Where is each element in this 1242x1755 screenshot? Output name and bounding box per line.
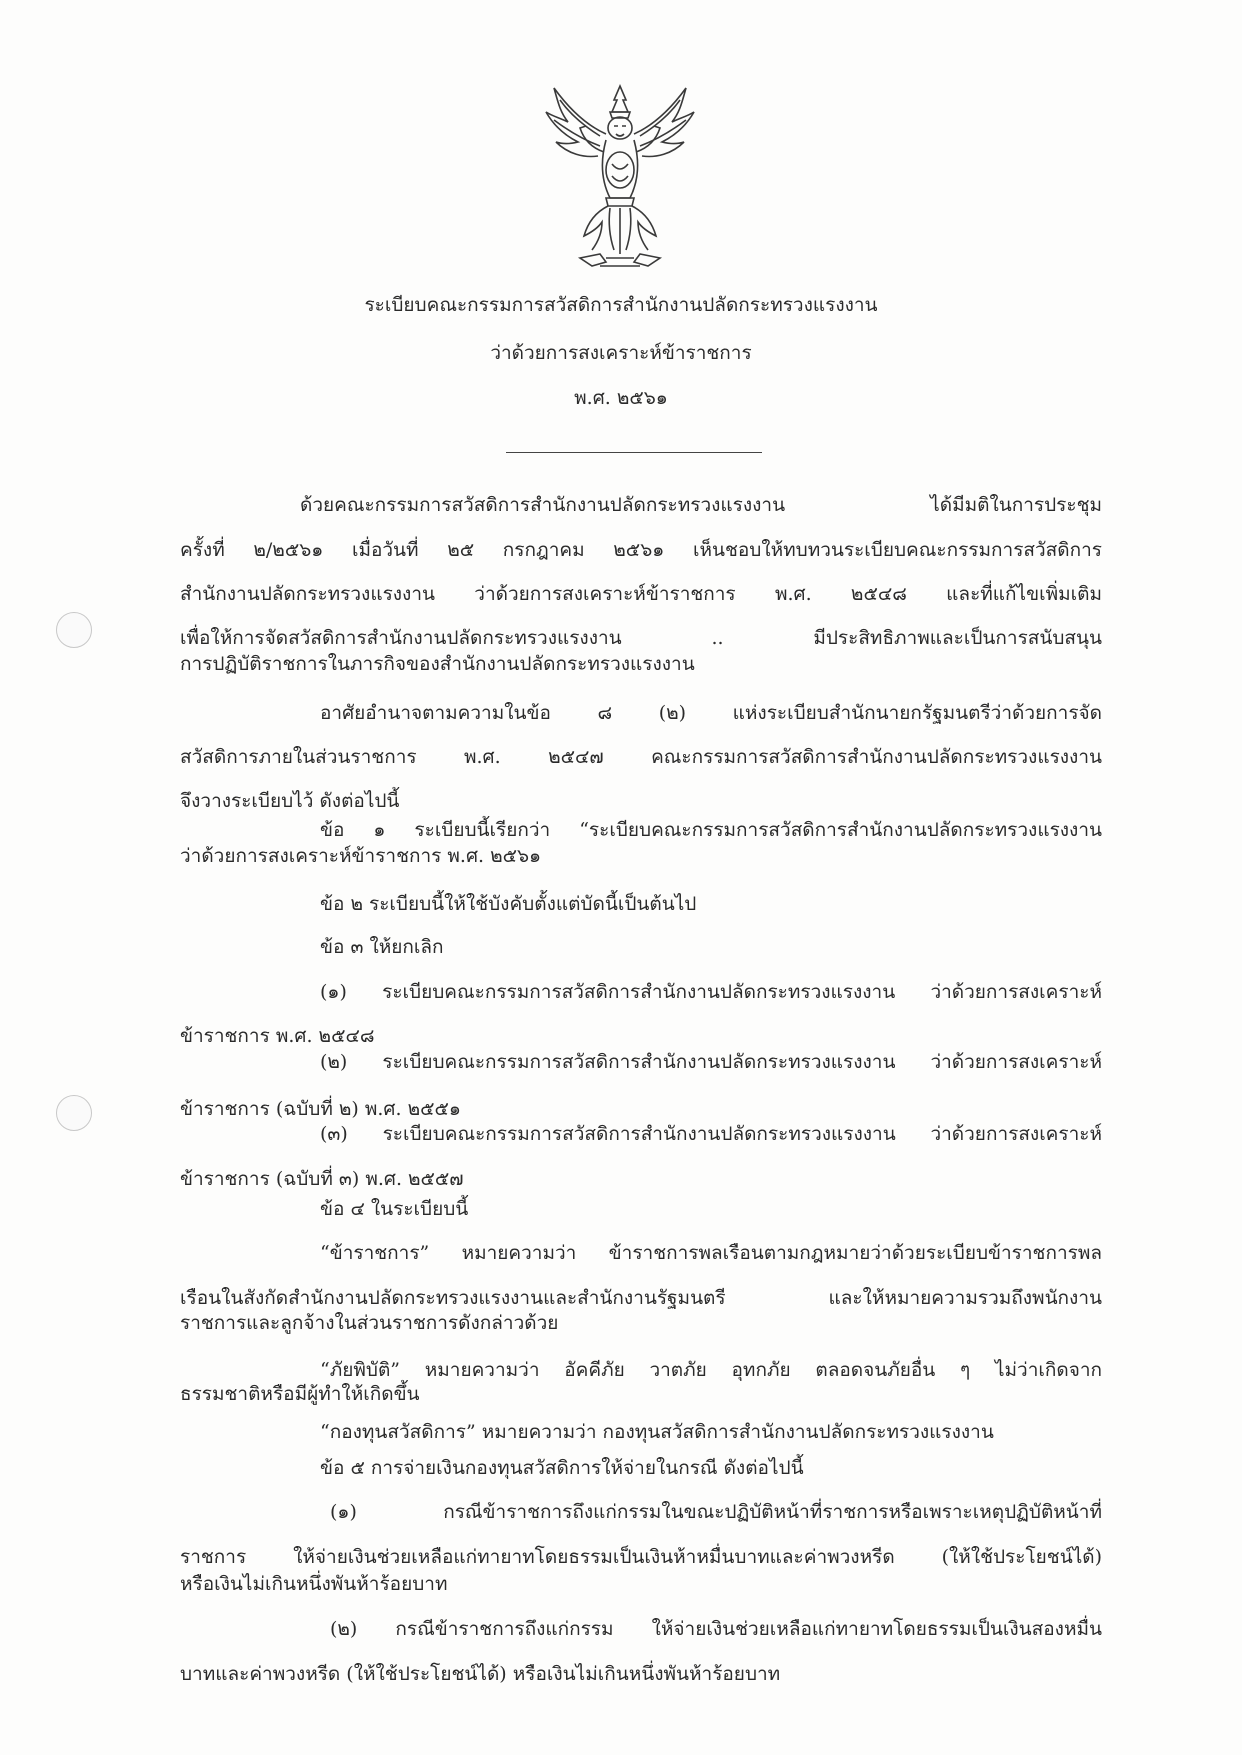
definition-line: “ข้าราชการ” หมายความว่า ข้าราชการพลเรือนตามกฎหมายว่าด้วยระเบียบข้าราชการพล	[320, 1242, 1102, 1264]
document-title: ระเบียบคณะกรรมการสวัสดิการสำนักงานปลัดกระทรวงแรงงาน	[364, 294, 878, 316]
garuda-emblem-icon	[540, 82, 700, 272]
definition-line: ธรรมชาติหรือมีผู้ทำให้เกิดขึ้น	[180, 1383, 420, 1405]
punch-hole	[56, 1095, 92, 1131]
clause-line: ข้อ ๔ ในระเบียบนี้	[320, 1198, 469, 1220]
clause-line: ว่าด้วยการสงเคราะห์ข้าราชการ พ.ศ. ๒๕๖๑	[180, 845, 542, 867]
definition-line: “กองทุนสวัสดิการ” หมายความว่า กองทุนสวัสดิการสำนักงานปลัดกระทรวงแรงงาน	[320, 1421, 994, 1443]
clause-line: ข้อ ๕ การจ่ายเงินกองทุนสวัสดิการให้จ่ายในกรณี ดังต่อไปนี้	[320, 1457, 804, 1479]
paragraph-line: เพื่อให้การจัดสวัสดิการสำนักงานปลัดกระทรวงแรงงาน .. มีประสิทธิภาพและเป็นการสนับสนุน	[180, 627, 1102, 649]
paragraph-line: การปฏิบัติราชการในภารกิจของสำนักงานปลัดกระทรวงแรงงาน	[180, 653, 695, 675]
clause-line: ข้าราชการ (ฉบับที่ ๒) พ.ศ. ๒๕๕๑	[180, 1098, 461, 1120]
definition-line: เรือนในสังกัดสำนักงานปลัดกระทรวงแรงงานและสำนักงานรัฐมนตรี และให้หมายความรวมถึงพนักงาน	[180, 1287, 1102, 1309]
clause-line: หรือเงินไม่เกินหนึ่งพันห้าร้อยบาท	[180, 1573, 448, 1595]
definition-line: ราชการและลูกจ้างในส่วนราชการดังกล่าวด้วย	[180, 1312, 559, 1334]
document-year: พ.ศ. ๒๕๖๑	[574, 387, 668, 409]
paragraph-line: ด้วยคณะกรรมการสวัสดิการสำนักงานปลัดกระทรวงแรงงาน ได้มีมติในการประชุม	[300, 494, 1102, 516]
clause-line: ราชการ ให้จ่ายเงินช่วยเหลือแก่ทายาทโดยธรรมเป็นเงินห้าหมื่นบาทและค่าพวงหรีด (ให้ใช้ประโยชน์ได้)	[180, 1546, 1102, 1568]
clause-line: ข้อ ๒ ระเบียบนี้ให้ใช้บังคับตั้งแต่บัดนี้เป็นต้นไป	[320, 893, 697, 915]
document-subtitle: ว่าด้วยการสงเคราะห์ข้าราชการ	[490, 342, 752, 364]
definition-line: “ภัยพิบัติ” หมายความว่า อัคคีภัย วาตภัย อุทกภัย ตลอดจนภัยอื่น ๆ ไม่ว่าเกิดจาก	[320, 1359, 1102, 1381]
paragraph-line: ครั้งที่ ๒/๒๕๖๑ เมื่อวันที่ ๒๕ กรกฎาคม ๒๕๖๑ เห็นชอบให้ทบทวนระเบียบคณะกรรมการสวัสดิการ	[180, 539, 1102, 561]
clause-line: บาทและค่าพวงหรีด (ให้ใช้ประโยชน์ได้) หรือเงินไม่เกินหนึ่งพันห้าร้อยบาท	[180, 1663, 781, 1685]
clause-line: (๑) กรณีข้าราชการถึงแก่กรรมในขณะปฏิบัติหน้าที่ราชการหรือเพราะเหตุปฏิบัติหน้าที่	[330, 1501, 1102, 1523]
clause-line: (๒) กรณีข้าราชการถึงแก่กรรม ให้จ่ายเงินช่วยเหลือแก่ทายาทโดยธรรมเป็นเงินสองหมื่น	[330, 1618, 1102, 1640]
clause-line: (๒) ระเบียบคณะกรรมการสวัสดิการสำนักงานปลัดกระทรวงแรงงาน ว่าด้วยการสงเคราะห์	[320, 1051, 1102, 1073]
paragraph-line: สำนักงานปลัดกระทรวงแรงงาน ว่าด้วยการสงเคราะห์ข้าราชการ พ.ศ. ๒๕๔๘ และที่แก้ไขเพิ่มเติม	[180, 583, 1102, 605]
clause-line: ข้าราชการ พ.ศ. ๒๕๔๘	[180, 1025, 375, 1047]
clause-line: ข้อ ๓ ให้ยกเลิก	[320, 936, 444, 958]
clause-line: ข้อ ๑ ระเบียบนี้เรียกว่า “ระเบียบคณะกรรมการสวัสดิการสำนักงานปลัดกระทรวงแรงงาน	[320, 819, 1102, 841]
punch-hole	[56, 612, 92, 648]
paragraph-line: จึงวางระเบียบไว้ ดังต่อไปนี้	[180, 790, 400, 812]
clause-line: ข้าราชการ (ฉบับที่ ๓) พ.ศ. ๒๕๕๗	[180, 1168, 464, 1190]
paragraph-line: อาศัยอำนาจตามความในข้อ ๘ (๒) แห่งระเบียบสำนักนายกรัฐมนตรีว่าด้วยการจัด	[320, 702, 1102, 724]
paragraph-line: สวัสดิการภายในส่วนราชการ พ.ศ. ๒๕๔๗ คณะกรรมการสวัสดิการสำนักงานปลัดกระทรวงแรงงาน	[180, 746, 1102, 768]
title-divider	[506, 452, 762, 453]
clause-line: (๑) ระเบียบคณะกรรมการสวัสดิการสำนักงานปลัดกระทรวงแรงงาน ว่าด้วยการสงเคราะห์	[320, 981, 1102, 1003]
clause-line: (๓) ระเบียบคณะกรรมการสวัสดิการสำนักงานปลัดกระทรวงแรงงาน ว่าด้วยการสงเคราะห์	[320, 1123, 1102, 1145]
